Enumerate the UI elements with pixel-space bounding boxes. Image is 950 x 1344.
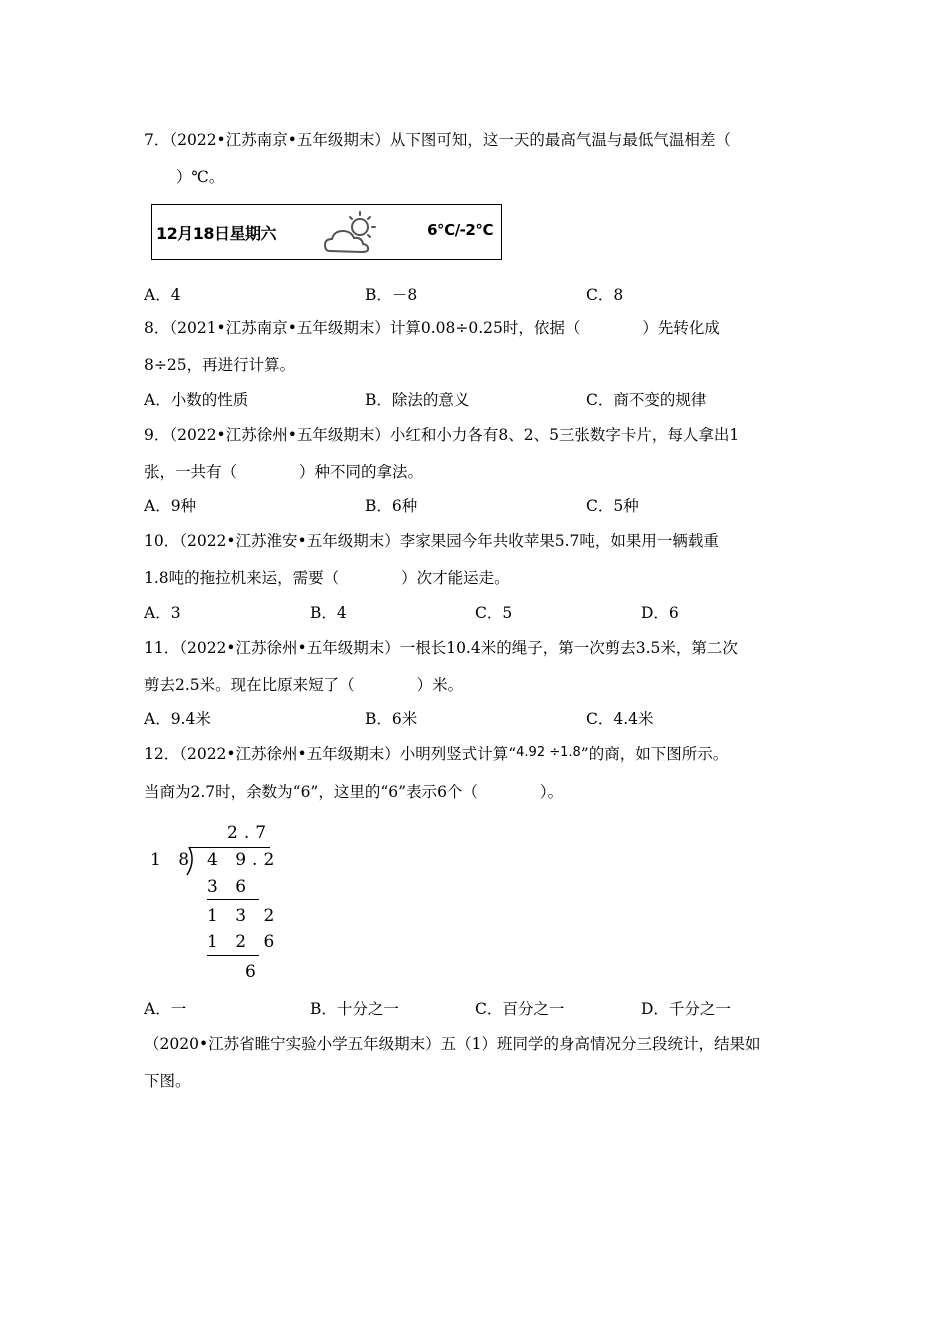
- weather-temperature: 6℃/-2℃: [427, 221, 493, 239]
- q12-text-line1: [144, 744, 728, 766]
- q9-option-b: B．6种: [365, 497, 418, 515]
- q12-option-b: B．十分之一: [310, 1000, 399, 1018]
- q11-option-b: B．6米: [365, 710, 418, 728]
- division-step2: 1 3 2: [207, 906, 281, 926]
- q8-option-c: C．商不变的规律: [586, 391, 707, 409]
- q8-text-line1: 8．（2021•江苏南京•五年级期末）计算0.08÷0.25时，依据（ ）先转化成: [144, 319, 720, 337]
- weather-date: 12月18日星期六: [156, 224, 277, 243]
- division-line2: [207, 955, 259, 956]
- q8-option-a: A．小数的性质: [144, 391, 249, 409]
- q12-option-c: C．百分之一: [475, 1000, 565, 1018]
- q10-text-line2: 1.8吨的拖拉机来运，需要（ ）次才能运走。: [144, 569, 510, 587]
- q10-option-c: C．5: [475, 604, 513, 622]
- division-divisor: 1 8: [150, 850, 196, 870]
- partly-cloudy-icon: [324, 209, 384, 257]
- q9-option-c: C．5种: [586, 497, 639, 515]
- division-step1: 3 6: [207, 877, 253, 897]
- q11-text-line1: 11．（2022•江苏徐州•五年级期末）一根长10.4米的绳子，第一次剪去3.5米，第二次: [144, 639, 738, 657]
- q8-option-b: B．除法的意义: [365, 391, 470, 409]
- q8-text-line2: 8÷25，再进行计算。: [144, 356, 296, 374]
- q9-text-line2: 张，一共有（ ）种不同的拿法。: [144, 463, 424, 481]
- q11-option-c: C．4.4米: [586, 710, 654, 728]
- q12-option-a: A．一: [144, 1000, 187, 1018]
- q7-option-b: B．－8: [365, 286, 418, 304]
- q7-text-line2: ）℃。: [176, 168, 225, 186]
- q11-text-line2: 剪去2.5米。现在比原来短了（ ）米。: [144, 676, 464, 694]
- q10-text-line1: 10．（2022•江苏淮安•五年级期末）李家果园今年共收苹果5.7吨，如果用一辆载重: [144, 532, 719, 550]
- q12-text-post: ”的商，如下图所示。: [580, 745, 729, 763]
- division-remainder: 6: [245, 962, 262, 982]
- q9-text-line1: 9．（2022•江苏徐州•五年级期末）小红和小力各有8、2、5三张数字卡片，每人拿出1: [144, 426, 740, 444]
- division-step3: 1 2 6: [207, 932, 281, 952]
- q7-option-c: C．8: [586, 286, 624, 304]
- q13-intro-line1: （2020•江苏省睢宁实验小学五年级期末）五（1）班同学的身高情况分三段统计，结果如: [144, 1035, 761, 1053]
- q12-text-line2: 当商为2.7时，余数为“6”，这里的“6”表示6个（ ）。: [144, 783, 564, 801]
- division-top-bar: [190, 847, 270, 848]
- division-line1: [207, 899, 259, 900]
- q7-option-a: A．4: [144, 286, 181, 304]
- q12-text-pre: 12．（2022•江苏徐州•五年级期末）小明列竖式计算“: [144, 745, 517, 763]
- q9-option-a: A．9种: [144, 497, 197, 515]
- q7-text-line1: 7．（2022•江苏南京•五年级期末）从下图可知，这一天的最高气温与最低气温相差（: [144, 131, 731, 149]
- q12-option-d: D．千分之一: [641, 1000, 731, 1018]
- q12-expression: 4.92 ÷1.8: [516, 745, 581, 760]
- division-dividend: 4 9.2: [207, 850, 281, 870]
- division-quotient: 2.7: [227, 823, 273, 843]
- q11-option-a: A．9.4米: [144, 710, 211, 728]
- q13-intro-line2: 下图。: [144, 1072, 191, 1090]
- weather-image: [151, 204, 502, 260]
- q10-option-d: D．6: [641, 604, 679, 622]
- q10-option-a: A．3: [144, 604, 181, 622]
- q10-option-b: B．4: [310, 604, 347, 622]
